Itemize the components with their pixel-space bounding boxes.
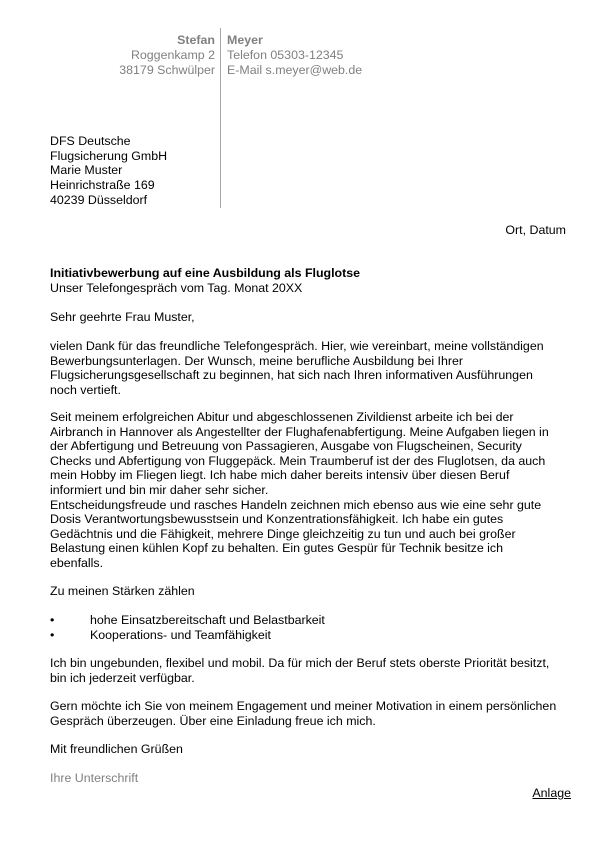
paragraph-intro [50,339,580,397]
paragraph-experience [50,410,580,571]
closing-greeting: Mit freundlichen Grüßen [50,742,183,756]
subject-title: Initiativbewerbung auf eine Ausbildung als Fluglotse [50,266,361,280]
sender-street: Roggenkamp 2 [130,48,215,62]
recipient-line: Heinrichstraße 169 [50,178,155,193]
paragraph-line: mein Hobby im Fliegen liegt. Ich habe mich daher bereits intensiv über diesen Beruf [50,468,510,483]
list-item-text: Kooperations- und Teamfähigkeit [90,627,271,642]
sender-first-name: Stefan [177,33,215,47]
paragraph-closing [50,699,580,728]
paragraph-availability [50,656,580,685]
signature: Ihre Unterschrift [50,771,139,785]
header-divider [220,28,221,208]
paragraph-line: Ich bin ungebunden, flexibel und mobil. Da für mich der Beruf stets oberste Priorität besitzt, [50,656,550,670]
paragraph-line: Bewerbungsunterlagen. Der Wunsch, meine berufliche Ausbildung bei Ihrer [50,353,464,368]
strengths-list [50,613,325,642]
salutation: Sehr geehrte Frau Muster, [50,310,195,324]
recipient-address [50,134,167,208]
strengths-intro: Zu meinen Stärken zählen [50,584,195,598]
paragraph-line: informiert und bin mir daher sehr sicher. [50,482,269,497]
sender-right-block [227,33,362,78]
recipient-line: Flugsicherung GmbH [50,148,168,163]
list-item [50,628,325,643]
sender-email: E-Mail s.meyer@web.de [227,63,363,77]
sender-city: 38179 Schwülper [119,63,215,77]
paragraph-line: Flugsicherungsgesellschaft zu beginnen, hat sich nach Ihren informativen Ausführungen [50,368,533,383]
list-item [50,613,325,628]
paragraph-line: Entscheidungsfreude und rasches Handeln zeichnen mich ebenso aus wie eine sehr gute [50,497,542,512]
paragraph-line: Belastung einen kühlen Kopf zu behalten. Ein gutes Gespür für Technik besitze ich [50,541,504,556]
recipient-line: 40239 Düsseldorf [50,192,148,207]
paragraph-line: Gedächtnis und die Fähigkeit, mehrere Dinge gleichzeitig zu tun und auch bei großer [50,526,516,541]
paragraph-line: Airbranch in Hannover als Angestellter der Flughafenabfertigung. Meine Aufgaben liegen in [50,424,549,439]
paragraph-line: Seit meinem erfolgreichen Abitur und abgeschlossenen Zivildienst arbeite ich bei der [50,410,514,424]
list-item-text: hohe Einsatzbereitschaft und Belastbarkeit [90,613,325,627]
paragraph-line: Checks und Abfertigung von Fluggepäck. Mein Traumberuf ist der des Fluglotsen, da auch [50,453,546,468]
attachment-link[interactable]: Anlage [532,786,571,800]
subject-block [50,266,360,295]
paragraph-line: ebenfalls. [50,555,104,570]
paragraph-line: Gespräch überzeugen. Über eine Einladung freue ich mich. [50,713,376,728]
paragraph-line: Gern möchte ich Sie von meinem Engagement und meiner Motivation in einem persönlichen [50,699,557,713]
paragraph-line: Dosis Verantwortungsbewusstsein und Konzentrationsfähigkeit. Ich habe ein gutes [50,512,504,527]
bullet-icon: • [50,613,55,627]
place-date: Ort, Datum [505,223,566,237]
paragraph-line: vielen Dank für das freundliche Telefongespräch. Hier, wie vereinbart, meine vollständigen [50,339,544,353]
sender-phone: Telefon 05303-12345 [227,48,344,62]
paragraph-line: bin ich jederzeit verfügbar. [50,670,195,685]
recipient-line: DFS Deutsche [50,134,131,148]
bullet-icon: • [50,627,55,642]
sender-left-block [119,33,215,78]
subject-reference: Unser Telefongespräch vom Tag. Monat 20XX [50,280,303,295]
paragraph-line: noch vertieft. [50,382,121,397]
sender-last-name: Meyer [227,33,263,47]
paragraph-line: der Abfertigung und Betreuung von Passagieren, Ausgabe von Flugscheinen, Security [50,439,522,454]
recipient-line: Marie Muster [50,163,123,178]
